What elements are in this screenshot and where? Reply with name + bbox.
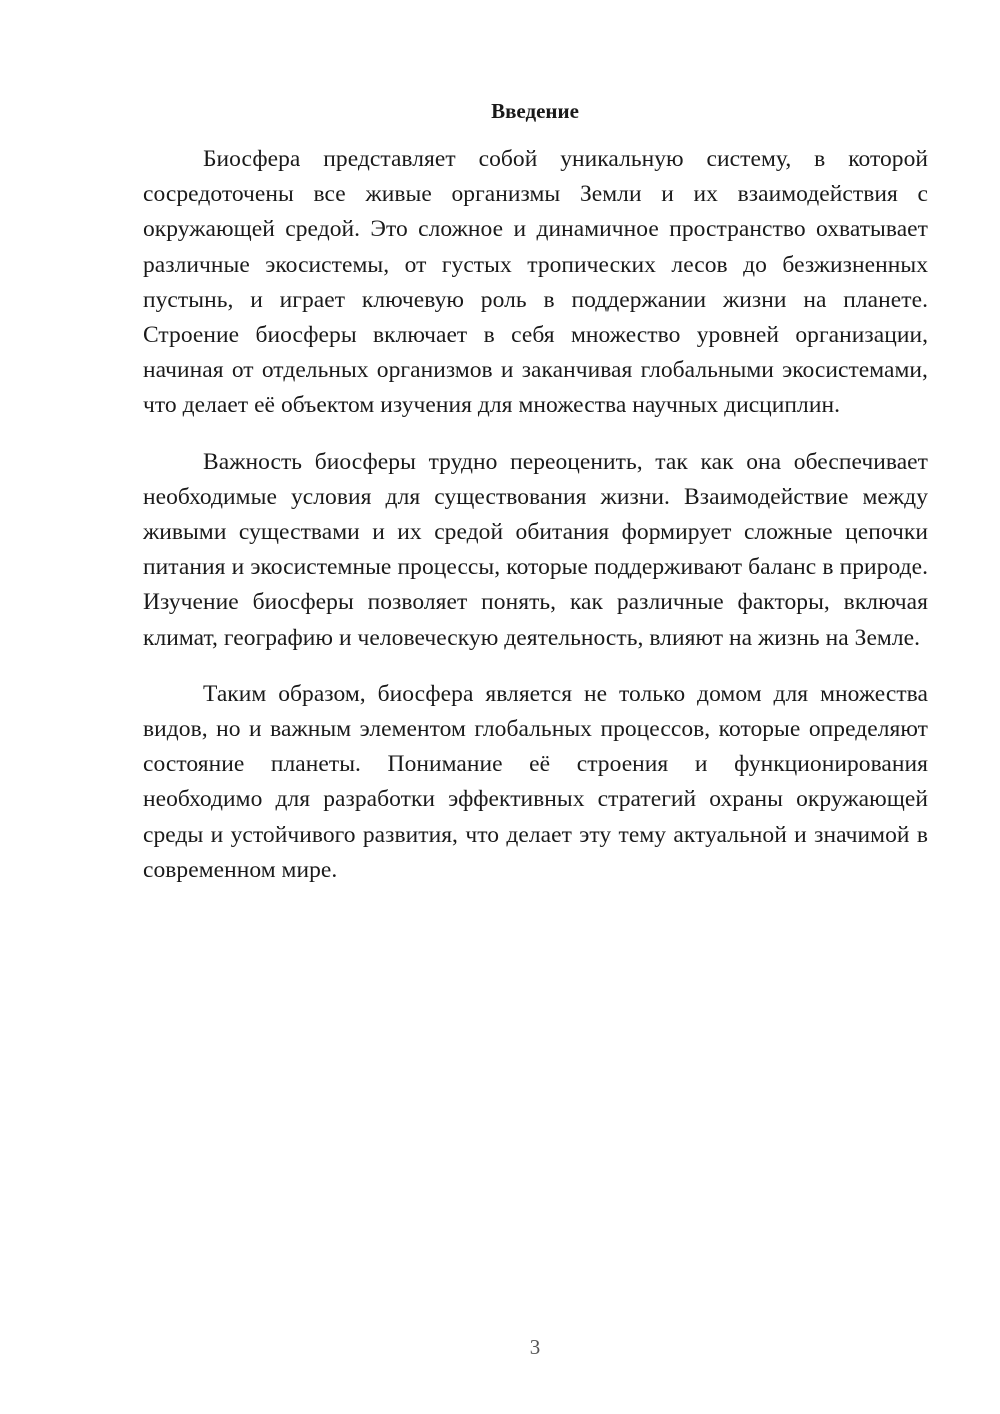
- paragraph-3: Таким образом, биосфера является не только домом для множества видов, но и важным элементом глобальных процессов, которые определяют состояние планеты. Понимание её строения и функционирования необходимо для разработки эффективных стратегий охраны окружающей среды и устойчивого развития, что делает эту тему актуальной и значимой в современном мире.: [143, 680, 928, 883]
- paragraph-1: Биосфера представляет собой уникальную систему, в которой сосредоточены все живые организмы Земли и их взаимодействия с окружающей средой. Это сложное и динамичное пространство охватывает различные экосистемы, от густых тропических лесов до безжизненных пустынь, и играет ключевую роль в поддержании жизни на планете. Строение биосферы включает в себя множество уровней организации, начиная от отдельных организмов и заканчивая глобальными экосистемами, что делает её объектом изучения для множества научных дисциплин.: [143, 146, 928, 419]
- document-body: [143, 142, 928, 909]
- paragraph-2: Важность биосферы трудно переоценить, так как она обеспечивает необходимые условия для существования жизни. Взаимодействие между живыми существами и их средой обитания формирует сложные цепочки питания и экосистемные процессы, которые поддерживают баланс в природе. Изучение биосферы позволяет понять, как различные факторы, включая климат, географию и человеческую деятельность, влияют на жизнь на Земле.: [143, 448, 928, 651]
- section-title: Введение: [491, 99, 579, 123]
- page-number: 3: [529, 1335, 541, 1359]
